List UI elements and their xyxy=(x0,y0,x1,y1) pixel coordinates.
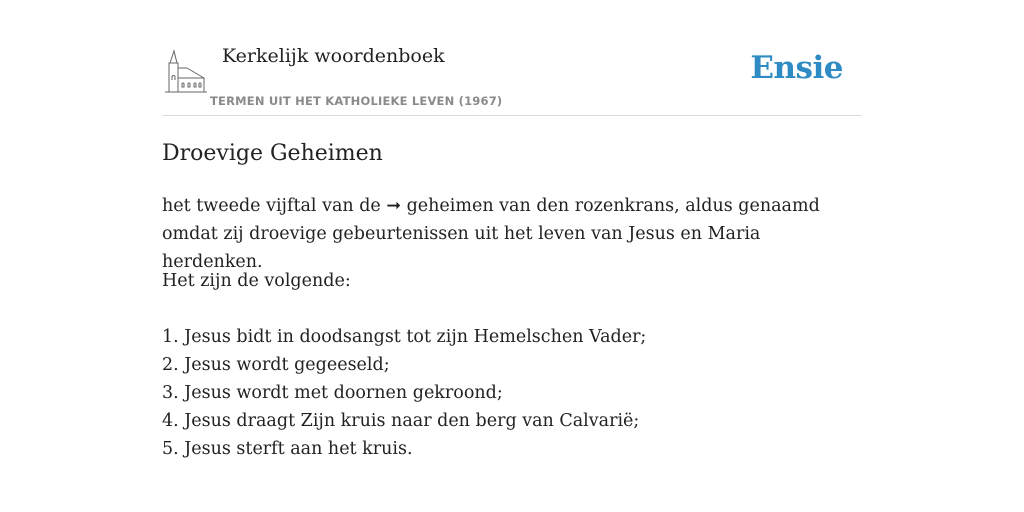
dictionary-subtitle: TERMEN UIT HET KATHOLIEKE LEVEN (1967) xyxy=(210,94,503,108)
list-item: 3. Jesus wordt met doornen gekroond; xyxy=(162,383,503,403)
header xyxy=(162,0,862,116)
entry-title: Droevige Geheimen xyxy=(162,141,383,166)
dictionary-title[interactable]: Kerkelijk woordenboek xyxy=(222,45,445,67)
list-item: 1. Jesus bidt in doodsangst tot zijn Hemelschen Vader; xyxy=(162,327,647,347)
list-item: 5. Jesus sterft aan het kruis. xyxy=(162,439,413,459)
geheimen-link[interactable] xyxy=(386,196,493,216)
list-item: 4. Jesus draagt Zijn kruis naar den berg van Calvarië; xyxy=(162,411,640,431)
geheimen-link-label: geheimen xyxy=(401,196,494,216)
arrow-right-icon: ➞ xyxy=(386,196,402,216)
mysteries-list xyxy=(162,323,646,463)
ensie-logo-link[interactable]: Ensie xyxy=(750,50,843,86)
list-intro: Het zijn de volgende: xyxy=(162,271,351,291)
definition-text-before: het tweede vijftal van de xyxy=(162,196,387,216)
page xyxy=(162,0,862,459)
entry-definition xyxy=(162,192,862,276)
definition-text-after: van den rozenkrans, aldus genaamd omdat zij droevige gebeurtenissen uit het leven van Jesus en Maria herdenken. xyxy=(162,196,820,272)
church-icon xyxy=(165,50,207,94)
list-item: 2. Jesus wordt gegeeseld; xyxy=(162,355,390,375)
